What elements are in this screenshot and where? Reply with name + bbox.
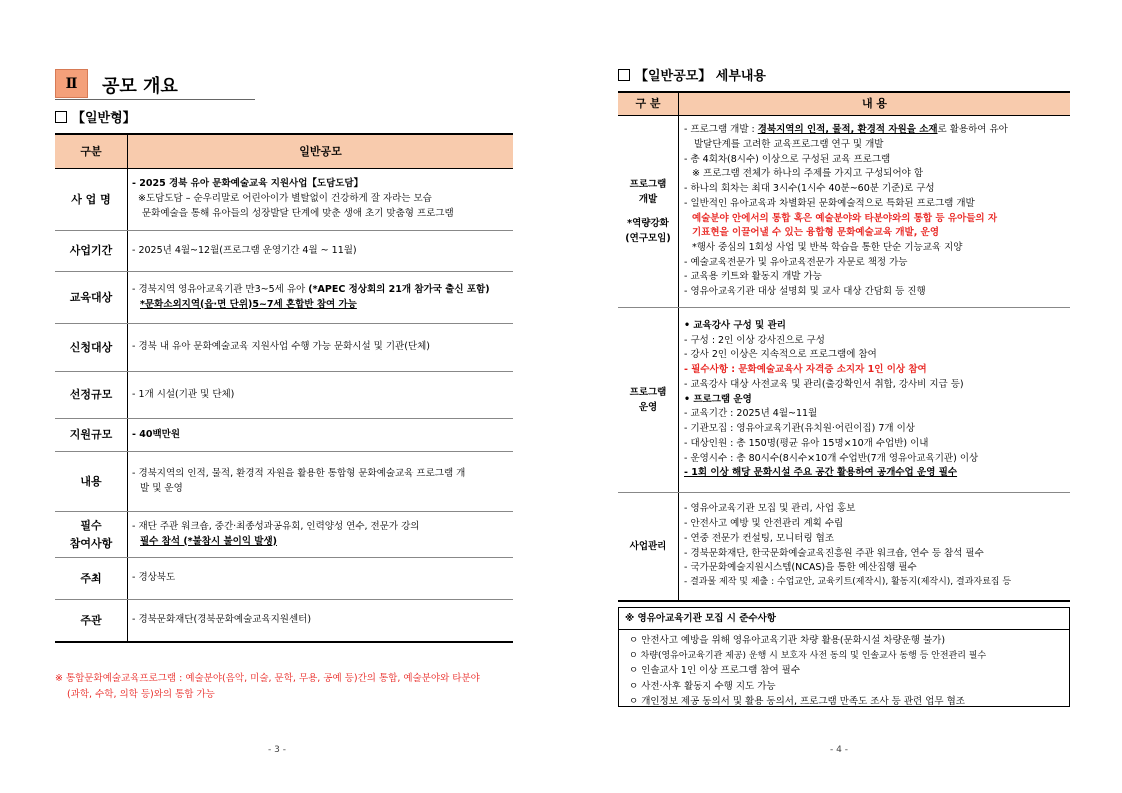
- text-line: *행사 중심의 1회성 사업 및 반복 학습을 통한 단순 기능교육 지양: [692, 241, 963, 253]
- notebox-item: ㅇ 안전사고 예방을 위해 영유아교육기관 차량 활용(문화시설 차량운행 불가): [629, 635, 946, 647]
- text-line: (과학, 수학, 의학 등)와의 통합 가능: [67, 688, 215, 700]
- row-value-content: [128, 452, 514, 512]
- row-value-project-mgmt: [679, 493, 1071, 601]
- left-footnote: [55, 671, 515, 702]
- checkbox-square-icon: [55, 111, 67, 123]
- text-line: - 국가문화예술지원시스템(NCAS)을 통한 예산집행 필수: [684, 562, 917, 574]
- text-line: 예술분야 안에서의 통합 혹은 예술분야와 타분야와의 통합 등 유아들의 자: [692, 212, 998, 224]
- general-contest-table: [55, 133, 513, 643]
- text-line: - 1개 시설(기관 및 단체): [132, 388, 235, 400]
- row-value-program-ops: [679, 308, 1071, 493]
- text-line: - 일반적인 유아교육과 차별화된 문화예술적으로 특화된 프로그램 개발: [684, 197, 975, 209]
- right-subheading-text: 【일반공모】 세부내용: [635, 69, 766, 84]
- text-line: 참여사항: [69, 536, 113, 550]
- spacer: [618, 208, 678, 216]
- row-key-selection-size: 선정규모: [55, 372, 128, 419]
- text-line: 문화예술을 통해 유아들의 성장발달 단계에 맞춘 생애 초기 맞춤형 프로그램: [142, 207, 454, 219]
- row-key-content: 내용: [55, 452, 128, 512]
- section-number: Ⅱ: [65, 75, 78, 92]
- col-header-general: 일반공모: [128, 134, 514, 169]
- text-line: - 기관모집 : 영유아교육기관(유치원·어린이집) 7개 이상: [684, 423, 915, 435]
- text-line: - 영유아교육기관 대상 설명회 및 교사 대상 간담회 등 진행: [684, 286, 926, 298]
- text-line: - 1회 이상 해당 문화시설 주요 공간 활용하여 공개수업 운영 필수: [684, 467, 958, 479]
- row-key-organizer: 주관: [55, 600, 128, 642]
- row-value-support-size: [128, 419, 514, 452]
- text-line: 개발: [638, 194, 658, 206]
- row-value-target: [128, 272, 514, 324]
- text-line: - 경북문화재단, 한국문화예술교육진흥원 주관 워크숍, 연수 등 참석 필수: [684, 547, 984, 559]
- col-header-category: 구 분: [618, 92, 679, 116]
- text-line: 프로그램: [629, 179, 667, 191]
- text-line: - 프로그램 개발 :: [684, 124, 758, 136]
- text-line: - 2025년 4월~12월(프로그램 운영기간 4월 ~ 11월): [132, 244, 357, 256]
- text-line: - 교육기간 : 2025년 4월~11월: [684, 408, 818, 420]
- text-line: - 경북 내 유아 문화예술교육 지원사업 수행 가능 문화시설 및 기관(단체): [132, 341, 430, 353]
- row-key-required: [55, 512, 128, 558]
- row-value-program-dev: [679, 116, 1071, 308]
- notebox-item: ㅇ 사전·사후 활동지 수행 지도 가능: [629, 680, 776, 692]
- text-line: - 경북지역의 인적, 물적, 환경적 자원을 활용한 통합형 문화예술교육 프로그램 개: [132, 467, 466, 479]
- row-value-selection-size: [128, 372, 514, 419]
- page-number-left: - 3 -: [268, 745, 286, 755]
- text-line: 로 활용하여 유아: [937, 124, 1008, 136]
- row-key-applicant: 신청대상: [55, 324, 128, 372]
- text-line: ※ 프로그램 전체가 하나의 주제를 가지고 구성되어야 함: [692, 168, 923, 180]
- text-line: - 필수사항 : 문화예술교육사 자격증 소지자 1인 이상 참여: [684, 364, 927, 376]
- notebox-item: ㅇ 차량(영유아교육기관 제공) 운행 시 보호자 사전 동의 및 인솔교사 동행 등 안전관리 필수: [629, 650, 987, 661]
- text-line: (연구모임): [625, 232, 671, 244]
- text-line: 필수: [80, 519, 102, 533]
- text-line: ※도담도담 – 순우리말로 어린아이가 별탈없이 건강하게 잘 자라는 모습: [138, 193, 432, 205]
- text-line: 경북지역의 인적, 물적, 환경적 자원을 소재: [757, 124, 938, 136]
- notebox-item: ㅇ 개인정보 제공 동의서 및 활용 동의서, 프로그램 만족도 조사 등 관련 업무 협조: [629, 696, 965, 708]
- row-value-host: [128, 558, 514, 600]
- text-line: 기표현을 이끌어낼 수 있는 융합형 문화예술교육 개발, 운영: [692, 227, 940, 239]
- text-line: - 연중 전문가 컨설팅, 모니터링 협조: [684, 532, 835, 544]
- text-line: (*APEC 정상회의 21개 참가국 출신 포함): [308, 283, 490, 295]
- text-line: - 경상북도: [132, 572, 176, 584]
- text-line: - 경북지역 영유아교육기관 만3~5세 유아: [132, 283, 309, 295]
- text-line: • 프로그램 운영: [684, 393, 752, 405]
- text-line: - 2025 경북 유아 문화예술교육 지원사업【도담도담】: [132, 178, 364, 190]
- text-line: - 하나의 회차는 최대 3시수(1시수 40분~60분 기준)로 구성: [684, 183, 935, 195]
- text-line: - 경북문화재단(경북문화예술교육지원센터): [132, 613, 312, 625]
- text-line: • 교육강사 구성 및 관리: [684, 320, 786, 332]
- row-value-period: [128, 231, 514, 272]
- text-line: - 구성 : 2인 이상 강사진으로 구성: [684, 334, 825, 346]
- text-line: 필수 참석 (*불참시 불이익 발생): [140, 535, 278, 547]
- text-line: - 결과물 제작 및 제출 : 수업교안, 교육키트(제작시), 활동지(제작시), 결과자료집 등: [684, 577, 1012, 588]
- text-line: *문화소외지역(읍·면 단위)5~7세 혼합반 참여 가능: [140, 298, 357, 310]
- left-subheading: [55, 107, 136, 126]
- row-key-program-ops: [618, 308, 679, 493]
- text-line: 사업관리: [629, 540, 667, 552]
- notebox-item: ㅇ 인솔교사 1인 이상 프로그램 참여 필수: [629, 665, 800, 677]
- left-subheading-text: 【일반형】: [72, 111, 136, 126]
- text-line: 발달단계를 고려한 교육프로그램 연구 및 개발: [694, 138, 884, 150]
- compliance-notebox: [618, 607, 1070, 707]
- row-key-period: 사업기간: [55, 231, 128, 272]
- section-title: 공모 개요: [102, 76, 178, 97]
- text-line: - 운영시수 : 총 80시수(8시수×10개 수업반(7개 영유아교육기관) 이상: [684, 452, 979, 464]
- row-key-project-name: 사 업 명: [55, 169, 128, 231]
- text-line: 프로그램: [629, 386, 667, 398]
- text-line: *역량강화: [627, 217, 669, 229]
- text-line: - 강사 2인 이상은 지속적으로 프로그램에 참여: [684, 349, 877, 361]
- row-key-program-dev: [618, 116, 679, 308]
- row-value-project-name: [128, 169, 514, 231]
- col-header-category: 구분: [55, 134, 128, 169]
- text-line: - 총 4회차(8시수) 이상으로 구성된 교육 프로그램: [684, 153, 891, 165]
- text-line: - 영유아교육기관 모집 및 관리, 사업 홍보: [684, 503, 856, 515]
- section-underline: [55, 99, 255, 100]
- text-line: - 교육강사 대상 사전교육 및 관리(출강확인서 취합, 강사비 지급 등): [684, 378, 964, 390]
- page-number-right: - 4 -: [830, 745, 848, 755]
- notebox-title: ※ 영유아교육기관 모집 시 준수사항: [619, 611, 1069, 630]
- row-key-host: 주최: [55, 558, 128, 600]
- col-header-content: 내 용: [679, 92, 1071, 116]
- text-line: - 40백만원: [132, 428, 181, 440]
- text-line: - 교육용 키트와 활동지 개발 가능: [684, 271, 822, 283]
- text-line: - 재단 주관 워크숍, 중간·최종성과공유회, 인력양성 연수, 전문가 강의: [132, 520, 420, 532]
- row-key-project-mgmt: [618, 493, 679, 601]
- row-value-applicant: [128, 324, 514, 372]
- row-key-target: 교육대상: [55, 272, 128, 324]
- text-line: - 안전사고 예방 및 안전관리 계획 수립: [684, 518, 844, 530]
- detail-content-table: [618, 91, 1070, 602]
- checkbox-square-icon: [618, 69, 630, 81]
- right-subheading: [618, 65, 766, 84]
- row-value-organizer: [128, 600, 514, 642]
- text-line: - 예술교육전문가 및 유아교육전문가 자문로 책정 가능: [684, 256, 908, 268]
- row-key-support-size: 지원규모: [55, 419, 128, 452]
- text-line: 발 및 운영: [140, 482, 183, 494]
- text-line: 운영: [638, 402, 658, 413]
- section-number-badge: [55, 69, 88, 98]
- text-line: - 대상인원 : 총 150명(평균 유아 15명×10개 수업반) 이내: [684, 437, 929, 449]
- text-line: ※ 통합문화예술교육프로그램 : 예술분야(음악, 미술, 문학, 무용, 공예 등)간의 통합, 예술분야와 타분야: [55, 673, 480, 684]
- row-value-required: [128, 512, 514, 558]
